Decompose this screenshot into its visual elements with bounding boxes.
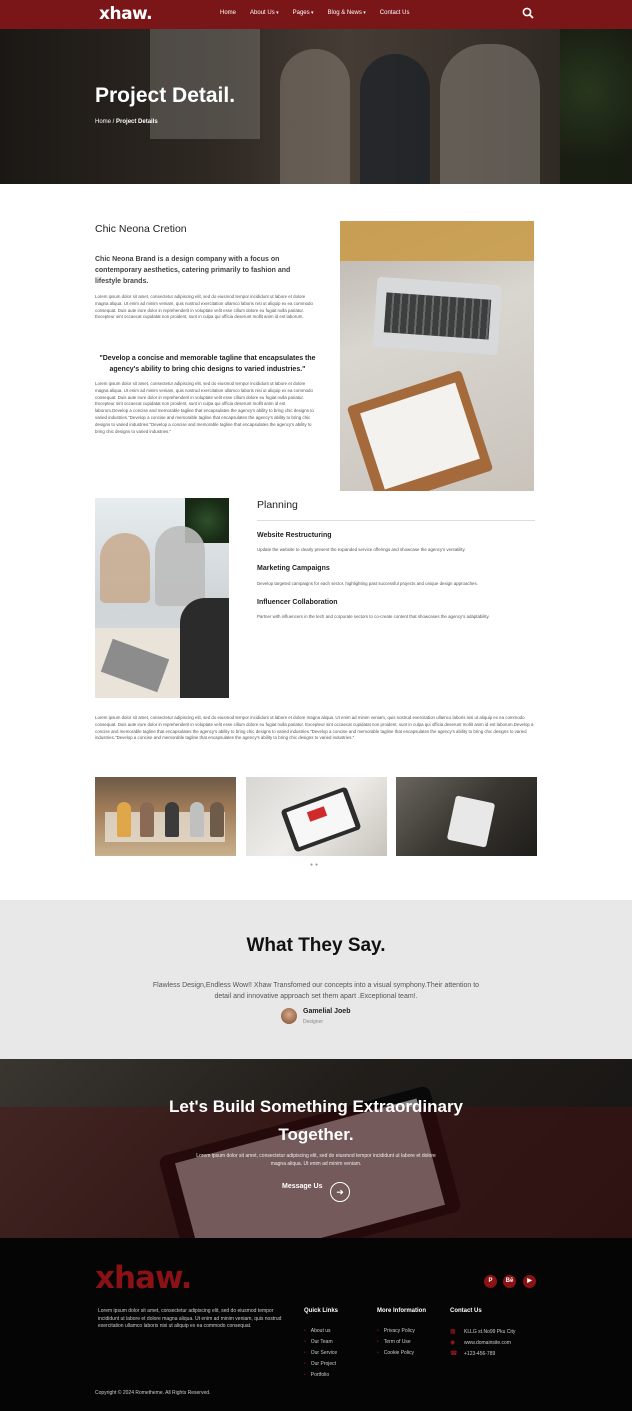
footer-link-about-us[interactable]: • About us xyxy=(304,1328,331,1334)
behance-icon[interactable]: Bē xyxy=(503,1275,516,1288)
planning-paragraph: Lorem ipsum dolor sit amet, consectetur adipiscing elit, sed do eiusmod tempor incididunt ut labore et dolore magna aliqua. Ut enim ad minim veniam, quis nostrud exercitation ullamco laboris nisi ut aliquip ex ea commodo consequat. Duis aute irure dolor in reprehenderit in voluptate velit esse cillum dolore eu fugiat nulla pariatur. Excepteur sint occaecat cupidatat non proident, sunt in culpa qui officia deserunt mollit anim id est laborum.Develop a concise and memorable tagline that encapsulates the agency's ability to bring chic designs to varied industries."Develop a concise and memorable tagline that encapsulates the agency's ability to bring chic designs to varied industries."Develop a concise and memorable tagline that encapsulates the agency's ability to bring chic designs to varied industries." xyxy=(95,715,534,741)
breadcrumb-separator: / xyxy=(111,119,117,125)
cta-section xyxy=(0,1059,632,1238)
breadcrumb-home[interactable]: Home xyxy=(95,119,112,125)
breadcrumb-current: Project Details xyxy=(116,119,158,125)
phone-icon: ☎ xyxy=(450,1351,458,1357)
cta-text: Lorem ipsum dolor sit amet, consectetur adipiscing elit, sed do eiusmod tempor incididunt ut labore et dolore magna aliqua. Ut enim ad minim veniam. xyxy=(196,1153,436,1167)
more-information-heading: More Information xyxy=(377,1308,426,1314)
menu-pages[interactable]: Pages ▾ xyxy=(293,10,314,16)
planning-item-text: Partner with influencers in the tech and corporate sectors to co-create content that showcases the agency's adaptability. xyxy=(257,614,490,619)
avatar xyxy=(281,1008,297,1024)
menu-about-us[interactable]: About Us ▾ xyxy=(250,10,279,16)
top-navbar xyxy=(0,0,632,29)
laptop-photo xyxy=(340,221,534,491)
planning-heading: Planning xyxy=(257,499,298,511)
testimonial-author: Gamelial Joeb xyxy=(303,1008,351,1015)
building-icon: ▦ xyxy=(450,1329,456,1335)
project-name-heading: Chic Neona Cretion xyxy=(95,223,187,235)
footer xyxy=(0,1238,632,1411)
gallery-image-phone[interactable] xyxy=(396,777,537,856)
divider xyxy=(257,520,535,521)
contact-website[interactable]: ◉ www.domainsite.com xyxy=(450,1340,511,1346)
project-paragraph: Lorem ipsum dolor sit amet, consectetur adipiscing elit, sed do eiusmod tempor incididunt ut labore et dolore magna aliqua. Ut enim ad minim veniam, quis nostrud exercitation ullamco laboris nisi ut aliquip ex ea commodo consequat. Duis aute irure dolor in reprehenderit in voluptate velit esse cillum dolore eu fugiat nulla pariatur. Excepteur sint occaecat cupidatat non proident, sunt in culpa qui officia deserunt mollit anim id est laborum. xyxy=(95,294,313,320)
planning-item-heading: Influencer Collaboration xyxy=(257,599,338,606)
search-icon[interactable] xyxy=(522,7,534,19)
message-us-button[interactable]: Message Us xyxy=(282,1183,323,1190)
planning-item-text: Update the website to clearly present the expanded service offerings and showcase the agency's versatility. xyxy=(257,547,466,552)
contact-us-heading: Contact Us xyxy=(450,1308,482,1314)
page-title: Project Detail. xyxy=(95,84,236,107)
project-quote: "Develop a concise and memorable tagline that encapsulates the agency's ability to bring chic designs to varied industries." xyxy=(99,355,316,373)
footer-link-our-team[interactable]: • Our Team xyxy=(304,1339,333,1345)
project-paragraph: Lorem ipsum dolor sit amet, consectetur adipiscing elit, sed do eiusmod tempor incididunt ut labore et dolore magna aliqua. Ut enim ad minim veniam, quis nostrud exercitation ullamco laboris nisi ut aliquip ex ea commodo consequat. Duis aute irure dolor in reprehenderit in voluptate velit esse cillum dolore eu fugiat nulla pariatur. Excepteur sint occaecat cupidatat non proident, sunt in culpa qui officia deserunt mollit anim id est laborum.Develop a concise and memorable tagline that encapsulates the agency's ability to bring chic designs to varied industries."Develop a concise and memorable tagline that encapsulates the agency's ability to bring chic designs to varied industries."Develop a concise and memorable tagline that encapsulates the agency's ability to bring chic designs to varied industries." xyxy=(95,381,314,434)
main-menu xyxy=(220,10,423,16)
footer-link-our-project[interactable]: • Our Project xyxy=(304,1361,336,1367)
footer-logo[interactable]: xhaw. xyxy=(95,1260,192,1296)
footer-link-our-service[interactable]: • Our Service xyxy=(304,1350,337,1356)
contact-phone[interactable]: ☎ +123-456-789 xyxy=(450,1351,496,1357)
pinterest-icon[interactable]: P xyxy=(484,1275,497,1288)
copyright-text: Copyright © 2024 Rometheme. All Rights Reserved. xyxy=(95,1390,211,1396)
menu-blog-news[interactable]: Blog & News ▾ xyxy=(328,10,366,16)
testimonial-section xyxy=(0,900,632,1059)
team-meeting-photo xyxy=(95,498,229,698)
contact-address: ▦ KLLG st.No99 Pku City xyxy=(450,1329,516,1335)
testimonial-role: Designer xyxy=(303,1019,324,1025)
testimonial-heading: What They Say. xyxy=(246,935,386,956)
project-lead: Chic Neona Brand is a design company with a focus on contemporary aesthetics, catering primarily to fashion and lifestyle brands. xyxy=(95,256,291,285)
carousel-dots[interactable]: ●● xyxy=(310,862,321,868)
footer-link-term-of-use[interactable]: • Term of Use xyxy=(377,1339,411,1345)
planning-item-heading: Website Restructuring xyxy=(257,532,332,539)
planning-item-heading: Marketing Campaigns xyxy=(257,565,330,572)
quick-links-heading: Quick Links xyxy=(304,1308,339,1314)
hero-banner xyxy=(0,29,632,184)
footer-link-privacy-policy[interactable]: • Privacy Policy xyxy=(377,1328,415,1334)
globe-icon: ◉ xyxy=(450,1340,456,1346)
footer-about: Lorem ipsum dolor sit amet, consectetur adipiscing elit, sed do eiusmod tempor incididunt ut labore et dolore magna aliqua. Ut enim ad minim veniam, quis nostrud exercitation ullamco laboris nisi ut aliquip ex ea commodo consequat. xyxy=(98,1308,282,1329)
cta-heading: Let's Build Something Extraordinary Together. xyxy=(168,1097,464,1144)
youtube-icon[interactable]: ▶ xyxy=(523,1275,536,1288)
menu-home[interactable]: Home xyxy=(220,10,237,16)
breadcrumb xyxy=(95,119,158,125)
planning-item-text: Develop targeted campaigns for each sector, highlighting past successful projects and unique design approaches. xyxy=(257,581,478,586)
footer-link-cookie-policy[interactable]: • Cookie Policy xyxy=(377,1350,414,1356)
footer-link-portfolio[interactable]: • Portfolio xyxy=(304,1372,329,1378)
gallery-image-tablet[interactable] xyxy=(246,777,387,856)
testimonial-quote: Flawless Design,Endless Wow!! Xhaw Transfomed our concepts into a visual symphony.Their attention to detail and innovative approach set them apart .Exceptional team!. xyxy=(152,982,480,1000)
arrow-right-icon[interactable]: ➜ xyxy=(330,1182,350,1202)
site-logo[interactable]: xhaw. xyxy=(99,4,153,24)
menu-contact-us[interactable]: Contact Us xyxy=(379,10,410,16)
gallery-image-team[interactable] xyxy=(95,777,236,856)
